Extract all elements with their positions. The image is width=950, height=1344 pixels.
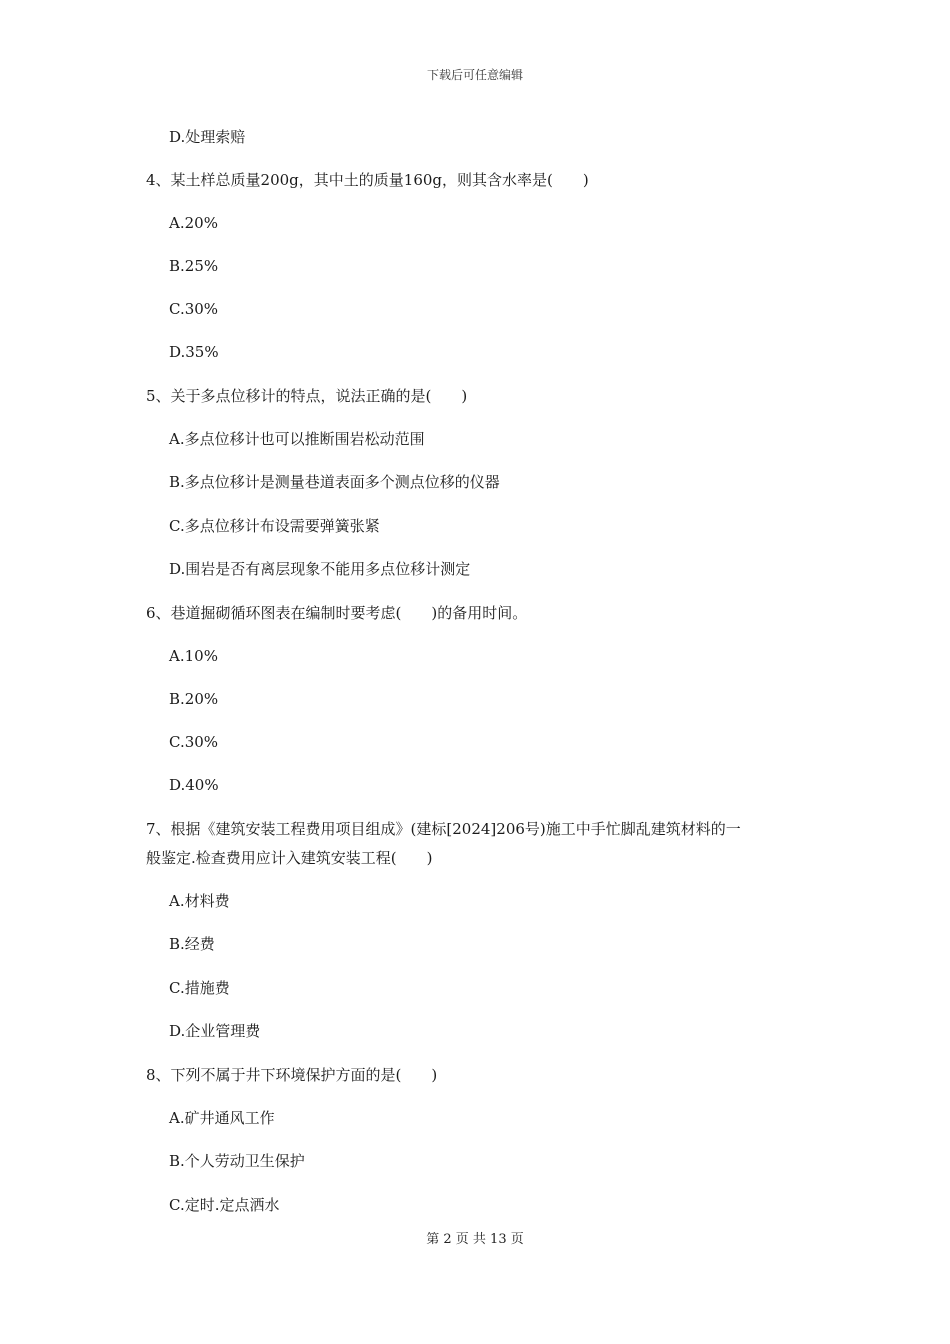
question-6: 6、巷道掘砌循环图表在编制时要考虑( )的备用时间。 <box>146 604 528 622</box>
option-4b: B.25% <box>169 257 219 275</box>
option-8b: B.个人劳动卫生保护 <box>169 1152 305 1170</box>
option-4c: C.30% <box>169 300 219 318</box>
option-5c: C.多点位移计布设需要弹簧张紧 <box>169 517 380 535</box>
page-footer: 第 2 页 共 13 页 <box>426 1232 524 1247</box>
option-7d: D.企业管理费 <box>169 1022 261 1040</box>
option-6a: A.10% <box>169 647 218 665</box>
option-8c: C.定时.定点洒水 <box>169 1196 280 1214</box>
option-3d: D.处理索赔 <box>169 128 246 146</box>
question-5: 5、关于多点位移计的特点，说法正确的是( ) <box>146 387 468 405</box>
option-7a: A.材料费 <box>169 892 230 910</box>
question-7-line-1: 7、根据《建筑安装工程费用项目组成》(建标[2024]206号)施工中手忙脚乱建筑材料的一 <box>146 820 741 838</box>
option-5d: D.围岩是否有离层现象不能用多点位移计测定 <box>169 560 471 578</box>
question-8: 8、下列不属于井下环境保护方面的是( ) <box>146 1066 438 1084</box>
option-4d: D.35% <box>169 343 219 361</box>
question-7-line-2: 般鉴定.检查费用应计入建筑安装工程( ) <box>146 849 433 867</box>
option-5b: B.多点位移计是测量巷道表面多个测点位移的仪器 <box>169 473 500 491</box>
option-6b: B.20% <box>169 690 219 708</box>
option-6d: D.40% <box>169 776 219 794</box>
option-7c: C.措施费 <box>169 979 230 997</box>
option-5a: A.多点位移计也可以推断围岩松动范围 <box>169 430 425 448</box>
option-4a: A.20% <box>169 214 218 232</box>
option-6c: C.30% <box>169 733 219 751</box>
question-4: 4、某土样总质量200g，其中土的质量160g，则其含水率是( ) <box>146 171 589 189</box>
option-8a: A.矿井通风工作 <box>169 1109 275 1127</box>
header-note: 下载后可任意编辑 <box>426 68 523 82</box>
option-7b: B.经费 <box>169 935 215 953</box>
